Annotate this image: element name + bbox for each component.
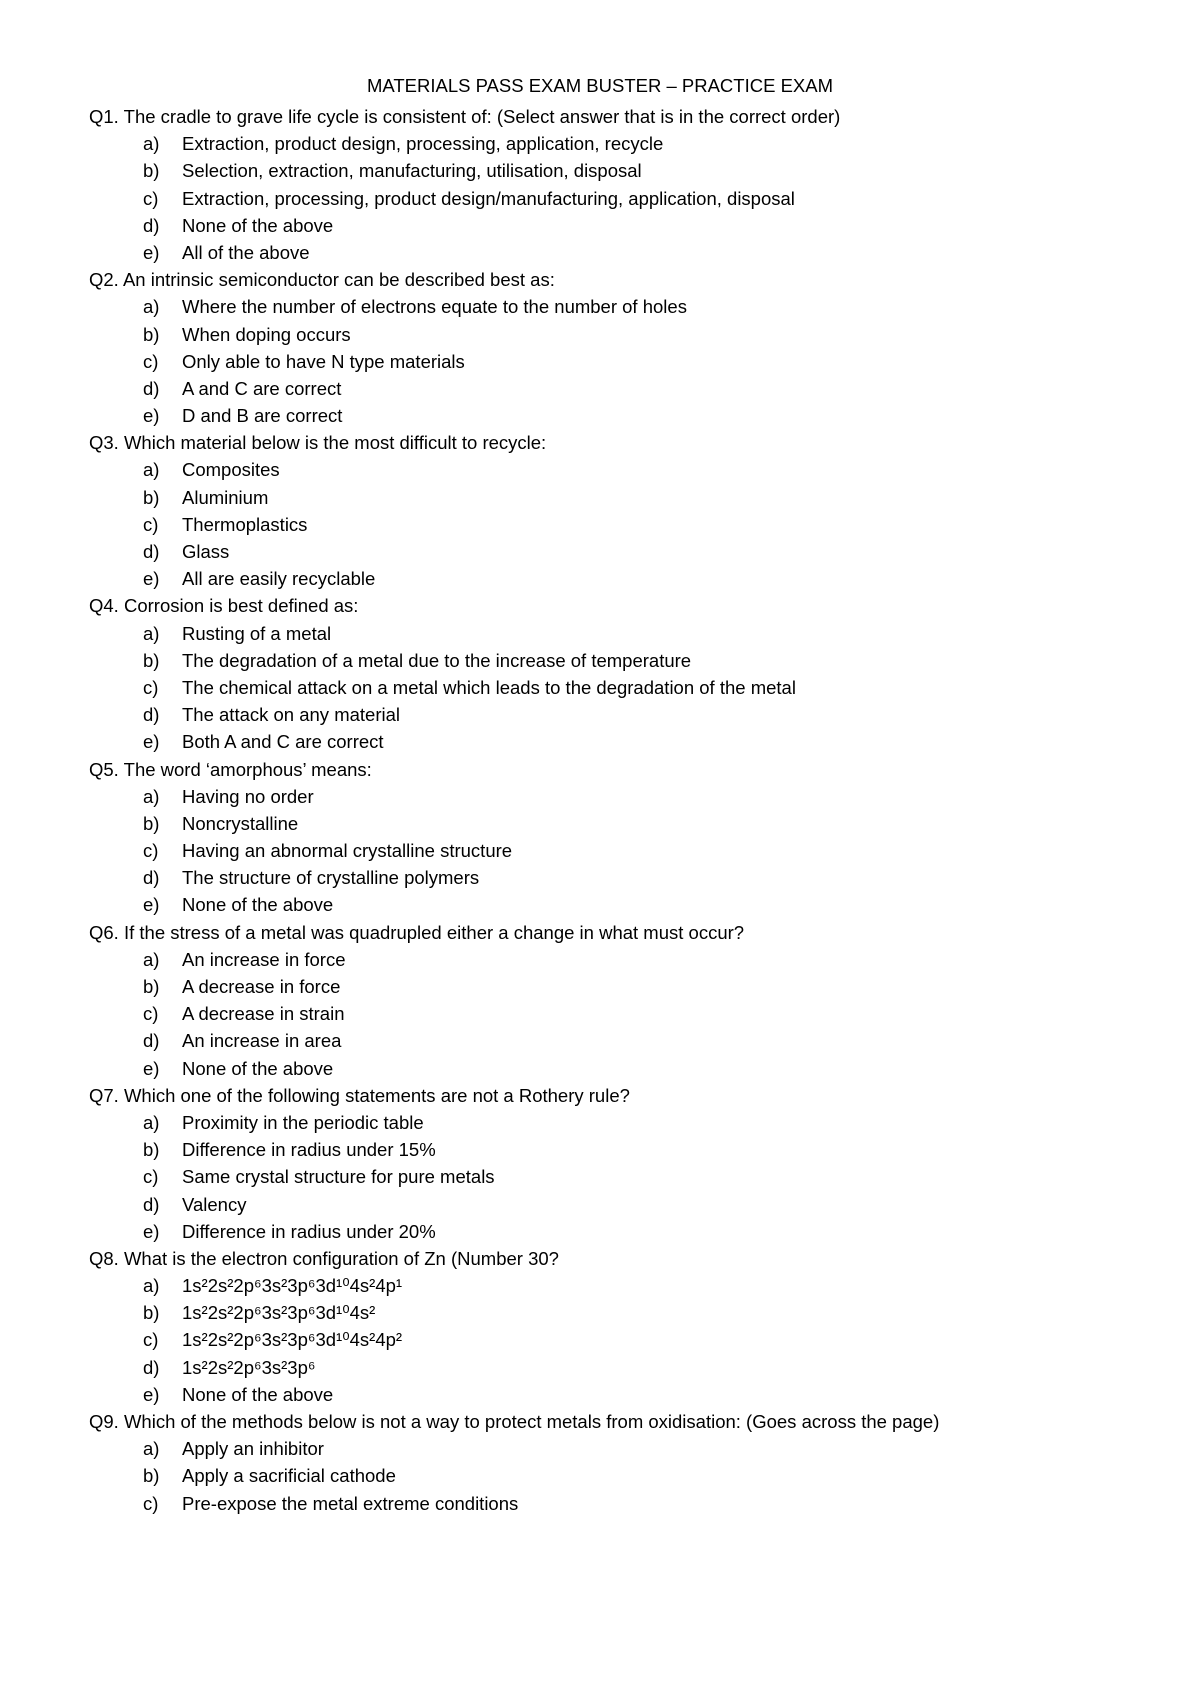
option-d: [89, 864, 1160, 891]
question-number: Q6.: [89, 921, 119, 943]
option-text: Same crystal structure for pure metals: [182, 1166, 495, 1188]
option-d: [89, 1191, 1160, 1218]
option-e: [89, 565, 1160, 592]
option-b: [89, 647, 1160, 674]
option-c: [89, 837, 1160, 864]
option-text: An increase in area: [182, 1030, 342, 1052]
option-text: None of the above: [182, 1383, 334, 1405]
option-text: Extraction, processing, product design/manufacturing, application, disposal: [182, 187, 795, 209]
option-letter: e): [143, 405, 160, 427]
option-letter: d): [143, 1356, 160, 1378]
question-prompt: Which of the methods below is not a way to protect metals from oxidisation: (Goes across the page): [123, 1411, 940, 1432]
page-title: MATERIALS PASS EXAM BUSTER – PRACTICE EXAM: [366, 75, 834, 96]
option-letter: e): [143, 1220, 160, 1242]
option-letter: c): [143, 676, 159, 698]
option-e: [89, 1055, 1160, 1082]
question-prompt: An intrinsic semiconductor can be described best as:: [122, 269, 555, 291]
question-text: [89, 429, 1160, 456]
option-text: Composites: [182, 459, 280, 481]
option-letter: b): [143, 1465, 160, 1487]
question-5: [89, 756, 1160, 919]
option-letter: c): [143, 513, 159, 535]
option-letter: c): [143, 187, 159, 209]
option-a: [89, 783, 1160, 810]
option-letter: b): [143, 323, 160, 345]
option-letter: d): [143, 377, 160, 399]
option-a: [89, 1435, 1160, 1462]
option-letter: e): [143, 1383, 160, 1405]
option-b: [89, 321, 1160, 348]
option-text: Proximity in the periodic table: [182, 1111, 424, 1133]
option-letter: a): [143, 1438, 160, 1460]
question-9: [89, 1408, 1160, 1517]
option-letter: a): [143, 622, 160, 644]
option-letter: a): [143, 133, 160, 155]
question-text: [89, 592, 1160, 619]
option-c: [89, 1326, 1160, 1353]
question-number: Q2.: [89, 269, 119, 291]
option-text: Glass: [182, 541, 230, 562]
option-letter: b): [143, 812, 160, 834]
option-text: Difference in radius under 15%: [182, 1139, 436, 1161]
option-text: None of the above: [182, 214, 334, 236]
option-b: [89, 1462, 1160, 1489]
option-text: D and B are correct: [182, 405, 343, 427]
option-a: [89, 1272, 1160, 1299]
question-prompt: If the stress of a metal was quadrupled either a change in what must occur?: [123, 921, 745, 943]
question-prompt: The word ‘amorphous’ means:: [123, 758, 372, 780]
option-a: [89, 456, 1160, 483]
option-text: The attack on any material: [182, 704, 400, 726]
question-text: [89, 1245, 1160, 1272]
option-text: An increase in force: [182, 948, 346, 970]
option-letter: a): [143, 1275, 160, 1297]
option-text: Thermoplastics: [182, 513, 308, 535]
option-text: Difference in radius under 20%: [182, 1220, 436, 1242]
question-text: [89, 756, 1160, 783]
question-prompt: The cradle to grave life cycle is consistent of: (Select answer that is in the correct order): [123, 106, 841, 127]
option-text: Aluminium: [182, 486, 269, 508]
question-list: [89, 103, 1160, 1517]
option-b: [89, 810, 1160, 837]
option-text: Having no order: [182, 785, 314, 807]
question-number: Q1.: [89, 106, 119, 127]
option-e: [89, 728, 1160, 755]
option-d: [89, 1354, 1160, 1381]
option-e: [89, 891, 1160, 918]
question-text: [89, 919, 1160, 946]
option-text: 1s²2s²2p⁶3s²3p⁶3d¹⁰4s²: [182, 1302, 376, 1324]
option-e: [89, 1218, 1160, 1245]
question-number: Q9.: [89, 1411, 119, 1432]
option-c: [89, 1490, 1160, 1517]
option-b: [89, 157, 1160, 184]
option-text: All are easily recyclable: [182, 568, 376, 590]
option-b: [89, 1299, 1160, 1326]
option-b: [89, 1136, 1160, 1163]
option-letter: b): [143, 486, 160, 508]
option-letter: c): [143, 840, 159, 862]
question-1: [89, 103, 1160, 266]
option-d: [89, 212, 1160, 239]
question-number: Q8.: [89, 1247, 119, 1269]
option-letter: e): [143, 894, 160, 916]
option-letter: b): [143, 649, 160, 671]
option-c: [89, 348, 1160, 375]
question-6: [89, 919, 1160, 1082]
option-letter: a): [143, 1111, 160, 1133]
question-number: Q4.: [89, 595, 119, 617]
question-3: [89, 429, 1160, 592]
option-b: [89, 484, 1160, 511]
option-e: [89, 239, 1160, 266]
option-text: Apply an inhibitor: [182, 1438, 324, 1460]
question-text: [89, 1408, 1160, 1435]
option-letter: c): [143, 1166, 159, 1188]
option-a: [89, 946, 1160, 973]
option-letter: b): [143, 976, 160, 997]
option-text: 1s²2s²2p⁶3s²3p⁶3d¹⁰4s²4p¹: [182, 1275, 403, 1297]
option-letter: a): [143, 948, 160, 970]
question-number: Q7.: [89, 1084, 119, 1106]
question-7: [89, 1082, 1160, 1245]
question-text: [89, 103, 1160, 130]
option-text: All of the above: [182, 241, 310, 263]
option-letter: e): [143, 568, 160, 590]
option-text: A and C are correct: [182, 377, 342, 399]
option-letter: a): [143, 785, 160, 807]
question-prompt: Which material below is the most difficult to recycle:: [123, 432, 547, 454]
option-letter: a): [143, 459, 160, 481]
option-letter: d): [143, 1193, 160, 1215]
question-4: [89, 592, 1160, 755]
question-2: [89, 266, 1160, 429]
option-text: 1s²2s²2p⁶3s²3p⁶3d¹⁰4s²4p²: [182, 1329, 403, 1351]
option-d: [89, 1027, 1160, 1054]
option-letter: b): [143, 160, 160, 182]
option-a: [89, 1109, 1160, 1136]
option-text: The chemical attack on a metal which leads to the degradation of the metal: [182, 676, 796, 698]
option-text: None of the above: [182, 1057, 334, 1079]
option-d: [89, 375, 1160, 402]
option-text: None of the above: [182, 894, 334, 916]
question-prompt: Corrosion is best defined as:: [123, 595, 359, 617]
option-text: When doping occurs: [182, 323, 351, 345]
option-e: [89, 402, 1160, 429]
question-8: [89, 1245, 1160, 1408]
option-c: [89, 674, 1160, 701]
option-letter: c): [143, 1492, 159, 1514]
option-letter: c): [143, 350, 159, 372]
option-text: Where the number of electrons equate to the number of holes: [182, 296, 687, 318]
question-prompt: Which one of the following statements are not a Rothery rule?: [123, 1084, 630, 1106]
option-letter: e): [143, 731, 160, 753]
option-letter: c): [143, 1329, 159, 1351]
question-number: Q5.: [89, 758, 119, 780]
option-text: The degradation of a metal due to the increase of temperature: [182, 649, 692, 671]
option-text: The structure of crystalline polymers: [182, 867, 480, 889]
option-letter: d): [143, 704, 160, 726]
option-c: [89, 185, 1160, 212]
option-letter: d): [143, 1030, 160, 1052]
option-text: A decrease in force: [182, 976, 341, 997]
question-prompt: What is the electron configuration of Zn (Number 30?: [123, 1247, 559, 1269]
option-text: Both A and C are correct: [182, 731, 384, 753]
option-a: [89, 293, 1160, 320]
option-letter: c): [143, 1003, 159, 1025]
option-letter: d): [143, 541, 160, 562]
option-text: Extraction, product design, processing, application, recycle: [182, 133, 664, 155]
option-letter: b): [143, 1139, 160, 1161]
option-text: Only able to have N type materials: [182, 350, 465, 372]
option-text: Having an abnormal crystalline structure: [182, 840, 513, 862]
question-number: Q3.: [89, 432, 119, 454]
option-c: [89, 1163, 1160, 1190]
question-text: [89, 1082, 1160, 1109]
option-letter: d): [143, 214, 160, 236]
option-text: Valency: [182, 1193, 247, 1215]
question-text: [89, 266, 1160, 293]
option-text: Pre-expose the metal extreme conditions: [182, 1492, 519, 1514]
option-b: [89, 973, 1160, 1000]
option-d: [89, 538, 1160, 565]
option-letter: b): [143, 1302, 160, 1324]
option-text: 1s²2s²2p⁶3s²3p⁶: [182, 1356, 316, 1378]
option-e: [89, 1381, 1160, 1408]
option-letter: a): [143, 296, 160, 318]
option-letter: e): [143, 1057, 160, 1079]
option-text: Apply a sacrificial cathode: [182, 1465, 396, 1487]
option-letter: e): [143, 241, 160, 263]
option-c: [89, 511, 1160, 538]
option-text: Selection, extraction, manufacturing, utilisation, disposal: [182, 160, 642, 182]
option-a: [89, 130, 1160, 157]
option-d: [89, 701, 1160, 728]
option-letter: d): [143, 867, 160, 889]
option-text: Noncrystalline: [182, 812, 299, 834]
option-c: [89, 1000, 1160, 1027]
option-a: [89, 620, 1160, 647]
option-text: Rusting of a metal: [182, 622, 332, 644]
option-text: A decrease in strain: [182, 1003, 345, 1025]
